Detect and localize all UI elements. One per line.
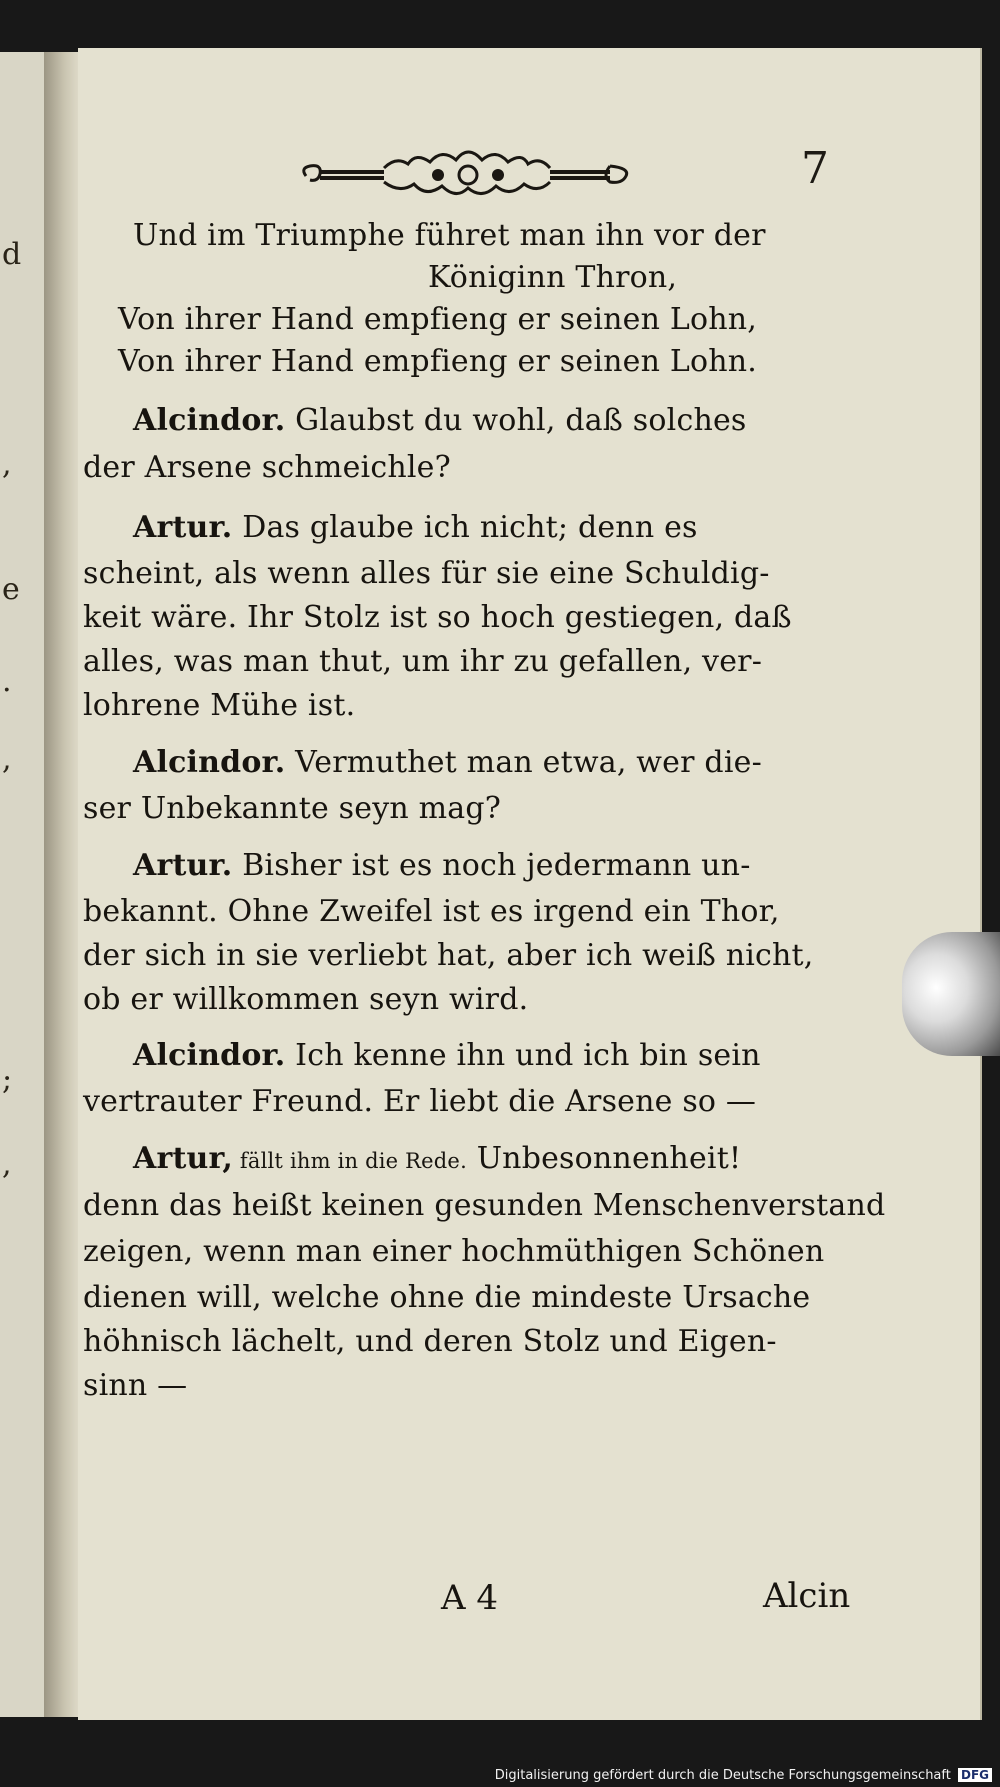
text-line [83, 1324, 777, 1359]
line-segment: bekannt. Ohne Zweifel ist es irgend ein Thor, [83, 894, 780, 929]
facing-page-fragment: e [2, 572, 20, 607]
line-segment: lohrene Mühe ist. [83, 688, 356, 723]
line-segment: höhnisch lächelt, und deren Stolz und Eigen- [83, 1324, 777, 1359]
line-segment: keit wäre. Ihr Stolz ist so hoch gestiegen, daß [83, 600, 792, 635]
line-segment: Das glaube ich nicht; denn es [232, 510, 698, 545]
text-line [133, 218, 766, 253]
text-line [83, 894, 780, 929]
speaker-name: Alcindor. [133, 403, 286, 438]
facing-page-fragment: , [2, 1147, 12, 1182]
text-line [83, 791, 501, 826]
stage-direction: fällt ihm in die Rede. [233, 1149, 467, 1173]
text-line [83, 556, 770, 591]
text-line [83, 600, 792, 635]
ornament-flourish-icon [296, 138, 636, 208]
credit-text: Digitalisierung gefördert durch die Deutsche Forschungsgemeinschaft [494, 1768, 951, 1783]
line-segment: zeigen, wenn man einer hochmüthigen Schönen [83, 1234, 825, 1269]
text-line [118, 344, 757, 379]
text-line [133, 510, 698, 545]
text-line [83, 1280, 810, 1315]
text-line [133, 1038, 761, 1073]
line-segment: der Arsene schmeichle? [83, 450, 451, 485]
page-number: 7 [801, 143, 829, 194]
text-line [83, 1188, 885, 1223]
line-segment: Königinn Thron, [428, 260, 678, 295]
facing-page-fragment: , [2, 742, 12, 777]
speaker-name: Artur. [133, 848, 233, 883]
line-segment: Und im Triumphe führet man ihn vor der [133, 218, 766, 253]
text-line [83, 450, 451, 485]
text-line [83, 688, 355, 723]
text-line [133, 1141, 741, 1176]
speaker-name: Artur. [133, 510, 233, 545]
line-segment: vertrauter Freund. Er liebt die Arsene so — [83, 1084, 757, 1119]
line-segment: ob er willkommen seyn wird. [83, 982, 529, 1017]
facing-page-fragment: ; [2, 1062, 13, 1097]
signature-mark: A 4 [441, 1578, 498, 1618]
line-segment: Von ihrer Hand empfieng er seinen Lohn, [118, 302, 758, 337]
speaker-name: Alcindor. [133, 745, 286, 780]
catchword: Alcin [763, 1576, 851, 1616]
line-segment: Bisher ist es noch jedermann un- [232, 848, 751, 883]
line-segment: scheint, als wenn alles für sie eine Schuldig- [83, 556, 770, 591]
line-segment: denn das heißt keinen gesunden Menschenverstand [83, 1188, 886, 1223]
line-segment: alles, was man thut, um ihr zu gefallen, ver- [83, 644, 763, 679]
text-line [83, 982, 528, 1017]
text-line [83, 1084, 756, 1119]
text-line [133, 745, 762, 780]
text-line [118, 302, 757, 337]
book-page [78, 48, 982, 1720]
text-line [83, 1234, 824, 1269]
text-line [83, 644, 762, 679]
book-gutter [44, 52, 78, 1717]
line-segment: Unbesonnenheit! [466, 1141, 742, 1176]
line-segment: Vermuthet man etwa, wer die- [285, 745, 762, 780]
dfg-logo: DFG [958, 1768, 992, 1782]
facing-page-fragment: , [2, 447, 12, 482]
digitization-credit [495, 1768, 992, 1783]
line-segment: Ich kenne ihn und ich bin sein [285, 1038, 761, 1073]
text-line [428, 260, 677, 295]
text-line [133, 848, 751, 883]
facing-page-fragment: . [2, 664, 12, 699]
line-segment: Glaubst du wohl, daß solches [285, 403, 747, 438]
line-segment: sinn — [83, 1368, 188, 1403]
text-line [133, 403, 747, 438]
text-line [83, 1368, 187, 1403]
speaker-name: Artur, [133, 1141, 234, 1176]
page-clip [902, 932, 1000, 1056]
line-segment: ser Unbekannte seyn mag? [83, 791, 502, 826]
line-segment: der sich in sie verliebt hat, aber ich weiß nicht, [83, 938, 814, 973]
facing-page-fragment: d [2, 237, 22, 272]
text-line [83, 938, 814, 973]
line-segment: dienen will, welche ohne die mindeste Ursache [83, 1280, 811, 1315]
previous-page-edge [0, 52, 46, 1717]
line-segment: Von ihrer Hand empfieng er seinen Lohn. [118, 344, 758, 379]
speaker-name: Alcindor. [133, 1038, 286, 1073]
